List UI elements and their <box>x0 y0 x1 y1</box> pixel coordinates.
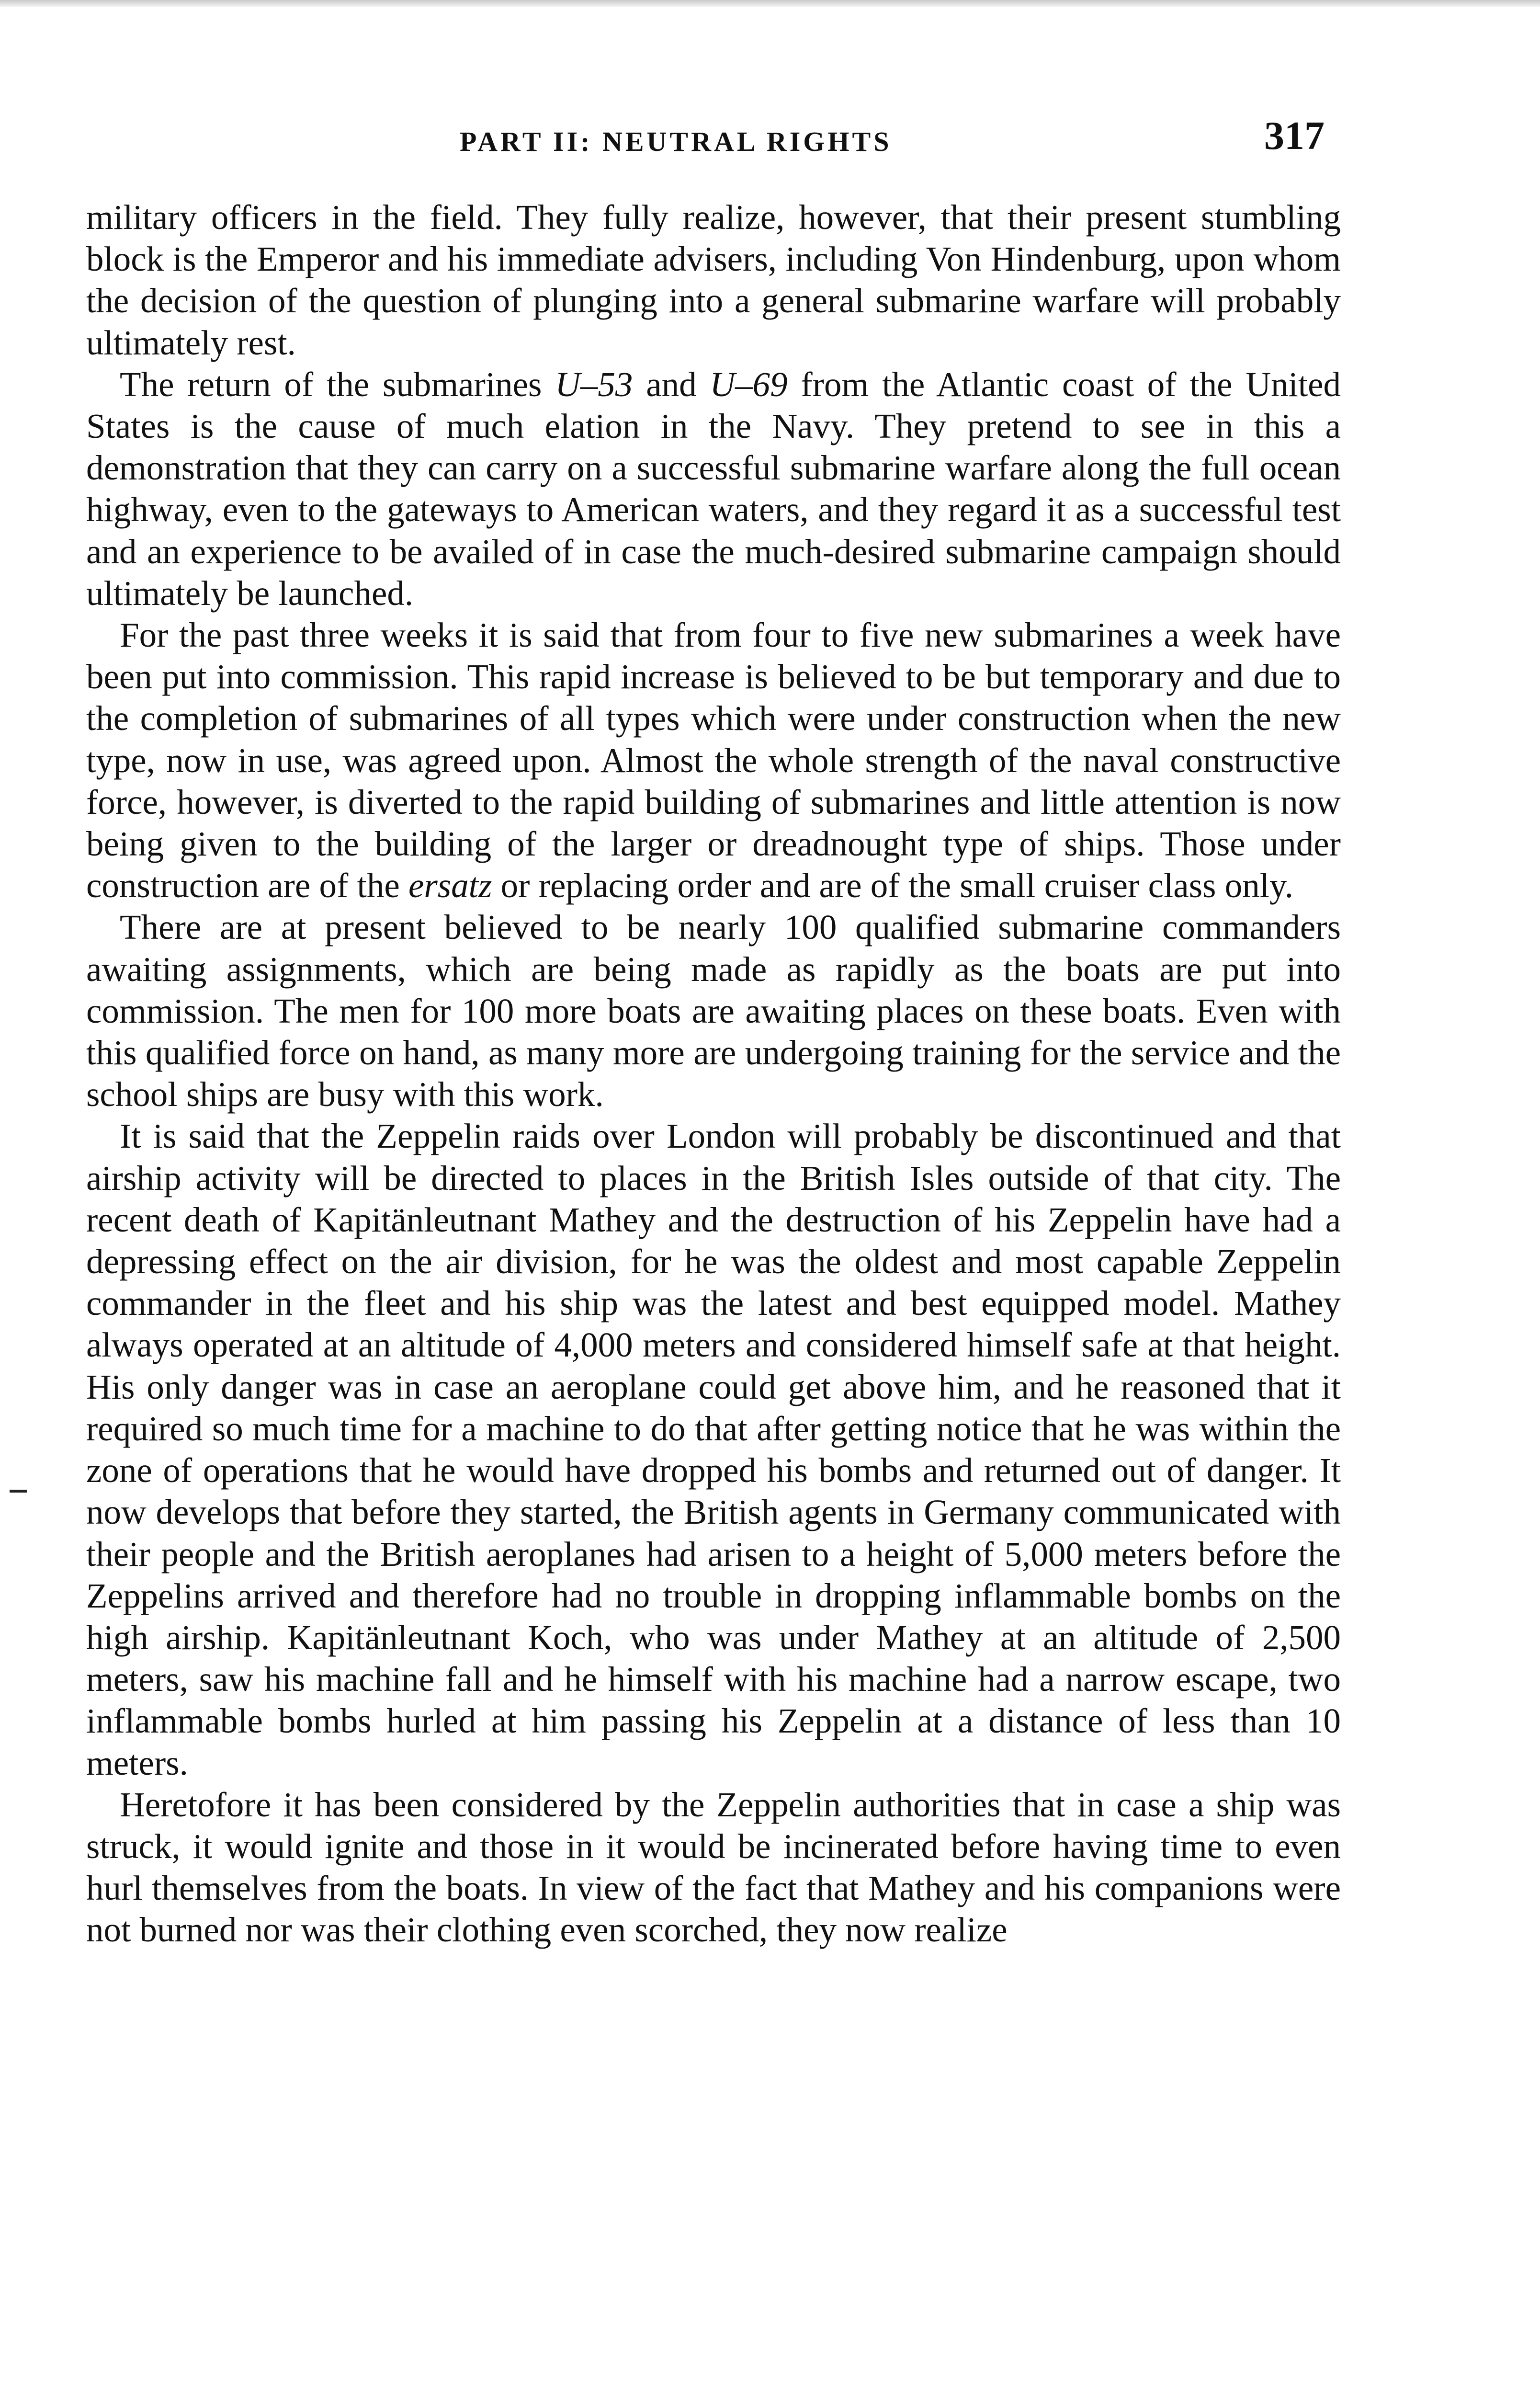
ersatz-term: ersatz <box>408 866 492 905</box>
paragraph-4: There are at present believed to be nearly 100 qualified submarine commanders awaiting assignments, which are being made as rapidly as the boats are put into commission. The men for 100 more boats are awaiting places on these boats. Even with this qualified force on hand, as many more are undergoing training for the service and the school ships are busy with this work. <box>86 908 1341 1114</box>
paragraph-5: It is said that the Zeppelin raids over London will probably be discontinued and that airship activity will be directed to places in the British Isles outside of that city. The recent death of Kapitänleutnant Mathey and the destruction of his Zeppelin have had a depressing effect on the air division, for he was the oldest and most capable Zeppelin commander in the fleet and his ship was the latest and best equipped model. Mathey always operated at an altitude of 4,000 meters and considered himself safe at that height. His only danger was in case an aeroplane could get above him, and he reasoned that it required so much time for a machine to do that after getting notice that he was within the zone of operations that he would have dropped his bombs and returned out of danger. It now develops that before they started, the British agents in Germany communicated with their people and the British aeroplanes had arisen to a height of 5,000 meters before the Zeppelins arrived and therefore had no trouble in dropping inflammable bombs on the high airship. Kapitänleutnant Koch, who was under Mathey at an altitude of 2,500 meters, saw his machine fall and he himself with his machine had a narrow escape, two inflammable bombs hurled at him passing his Zeppelin at a distance of less than 10 meters. <box>86 1117 1341 1782</box>
paragraph-2-text-start: The return of the submarines <box>120 365 555 404</box>
paragraph-2 <box>86 364 1341 614</box>
page-number: 317 <box>1264 114 1325 158</box>
paragraph-2-conjunction: and <box>633 365 710 404</box>
paragraph-2-text-end: from the Atlantic coast of the United States is the cause of much elation in the Navy. They pretend to see in this a demonstration that they can carry on a successful submarine warfare along the full ocean highway, even to the gateways to American waters, and they regard it as a successful test and an experience to be availed of in case the much-desired submarine campaign should ultimately be launched. <box>86 365 1341 613</box>
paragraph-3 <box>86 614 1341 906</box>
submarine-name-u69: U–69 <box>710 365 788 404</box>
body-text <box>86 196 1341 1951</box>
margin-mark <box>10 1490 27 1493</box>
submarine-name-u53: U–53 <box>555 365 633 404</box>
paragraph-3-text-end: or replacing order and are of the small cruiser class only. <box>492 866 1294 905</box>
paragraph-1: military officers in the field. They fully realize, however, that their present stumbling block is the Emperor and his immediate advisers, including Von Hindenburg, upon whom the decision of the question of plunging into a general submarine warfare will probably ultimately rest. <box>86 198 1341 362</box>
paragraph-6: Heretofore it has been considered by the Zeppelin authorities that in case a ship was struck, it would ignite and those in it would be incinerated before having time to even hurl themselves from the boats. In view of the fact that Mathey and his companions were not burned nor was their clothing even scorched, they now realize <box>86 1785 1341 1950</box>
scan-edge <box>0 0 1540 7</box>
paragraph-3-text-start: For the past three weeks it is said that from four to five new submarines a week have been put into commission. This rapid increase is believed to be but temporary and due to the completion of submarines of all types which were under construction when the new type, now in use, was agreed upon. Almost the whole strength of the naval constructive force, however, is diverted to the rapid building of submarines and little attention is now being given to the building of the larger or dreadnought type of ships. Those under construction are of the <box>86 616 1341 905</box>
running-head: PART II: NEUTRAL RIGHTS <box>460 126 892 157</box>
